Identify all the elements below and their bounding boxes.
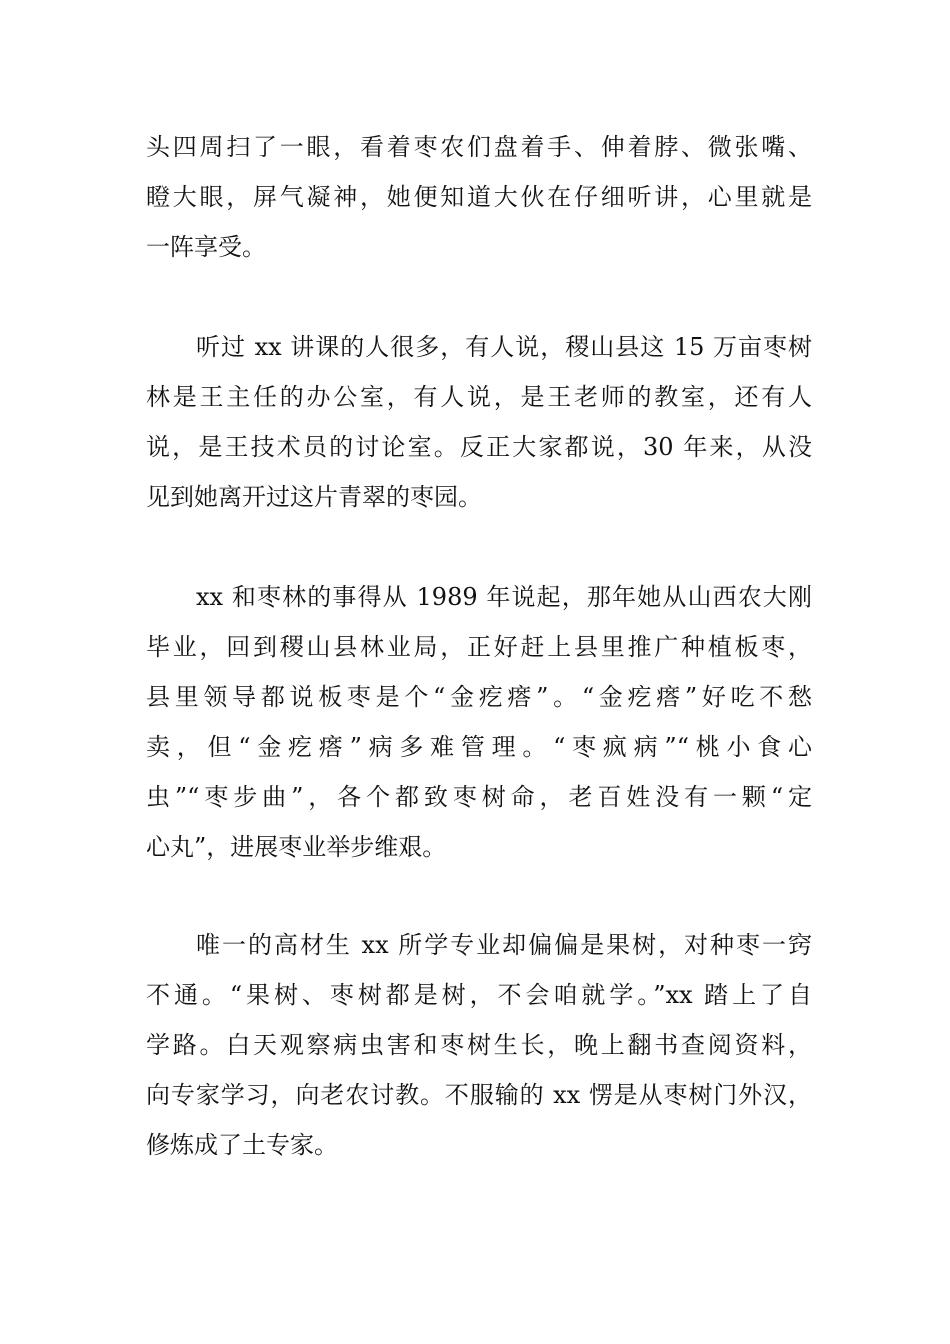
text-line: 头四周扫了一眼，看着枣农们盘着手、伸着脖、微张嘴、 [146,133,812,161]
text-line: 见到她离开过这片青翠的枣园。 [146,483,482,511]
text-line: 说，是王技术员的讨论室。反正大家都说，30 年来，从没 [146,433,812,461]
text-line: 县里领导都说板枣是个“金疙瘩”。“金疙瘩”好吃不愁 [146,683,812,711]
paragraph-4 [146,920,812,1170]
paragraph-2 [146,322,812,522]
text-line: 一阵享受。 [146,233,266,261]
text-line: 瞪大眼，屏气凝神，她便知道大伙在仔细听讲，心里就是 [146,183,812,211]
text-line: 听过 xx 讲课的人很多，有人说，稷山县这 15 万亩枣树 [196,333,812,361]
text-line: 虫”“枣步曲”，各个都致枣树命，老百姓没有一颗“定 [146,783,812,811]
text-line: 向专家学习，向老农讨教。不服输的 xx 愣是从枣树门外汉， [146,1081,812,1109]
paragraph-3 [146,572,812,872]
text-line: 毕业，回到稷山县林业局，正好赶上县里推广种植板枣， [146,633,812,661]
text-line: xx 和枣林的事得从 1989 年说起，那年她从山西农大刚 [196,583,812,611]
paragraph-1 [146,122,812,272]
text-line: 修炼成了土专家。 [146,1131,338,1159]
text-line: 卖，但“金疙瘩”病多难管理。“枣疯病”“桃小食心 [146,733,812,761]
text-line: 林是王主任的办公室，有人说，是王老师的教室，还有人 [146,383,812,411]
text-line: 唯一的高材生 xx 所学专业却偏偏是果树，对种枣一窍 [196,931,812,959]
text-line: 学路。白天观察病虫害和枣树生长，晚上翻书查阅资料， [146,1031,812,1059]
text-line: 不通。“果树、枣树都是树，不会咱就学。”xx 踏上了自 [146,981,812,1009]
text-line: 心丸”，进展枣业举步维艰。 [146,833,447,861]
